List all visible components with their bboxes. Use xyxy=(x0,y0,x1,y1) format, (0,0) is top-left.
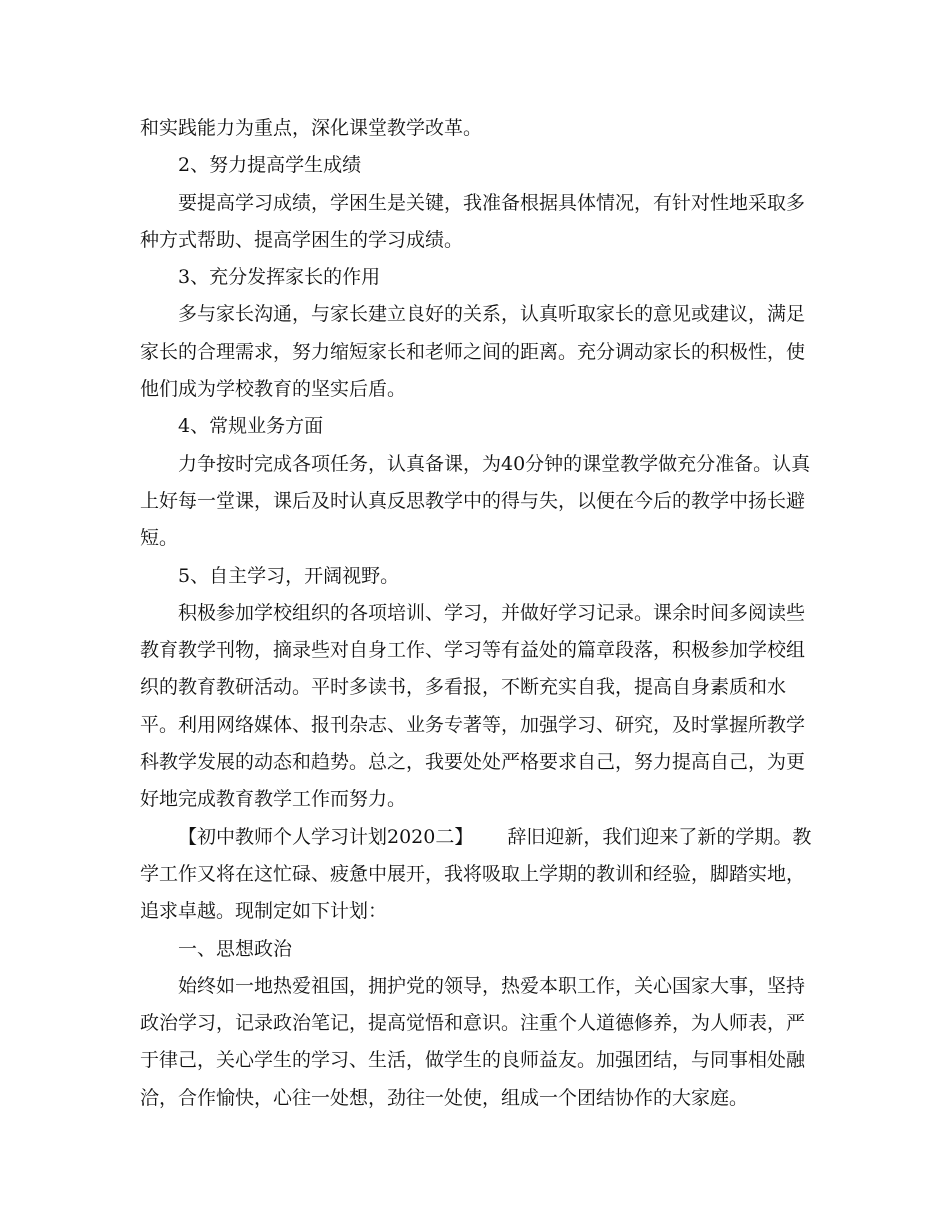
paragraph-plan-two xyxy=(140,819,812,931)
paragraph-continuation: 和实践能力为重点，深化课堂教学改革。 xyxy=(140,117,483,139)
paragraph-routine-work: 力争按时完成各项任务，认真备课，为40分钟的课堂教学做充分准备。认真上好每一堂课，课后及时认真反思教学中的得与失，以便在今后的教学中扬长避短。 xyxy=(140,452,811,550)
section-heading-3: 3、充分发挥家长的作用 xyxy=(178,266,381,289)
paragraph-ideology: 始终如一地热爱祖国，拥护党的领导，热爱本职工作，关心国家大事，坚持政治学习，记录政治笔记，提高觉悟和意识。注重个人道德修养，为人师表，严于律己，关心学生的学习、生活，做学生的良师益友。加强团结，与同事相处融洽，合作愉快，心往一处想，劲往一处使，组成一个团结协作的大家庭。 xyxy=(140,974,806,1109)
paragraph-improve-grades: 要提高学习成绩，学困生是关键，我准备根据具体情况，有针对性地采取多种方式帮助、提高学困生的学习成绩。 xyxy=(140,191,806,251)
plan-two-title: 【初中教师个人学习计划2020二】 xyxy=(178,825,474,848)
paragraph-self-study: 积极参加学校组织的各项培训、学习，并做好学习记录。课余时间多阅读些教育教学刊物，摘录些对自身工作、学习等有益处的篇章段落，积极参加学校组织的教育教研活动。平时多读书，多看报，不断充实自我，提高自身素质和水平。利用网络媒体、报刊杂志、业务专著等，加强学习、研究，及时掌握所教学科教学发展的动态和趋势。总之，我要处处严格要求自己，努力提高自己，为更好地完成教育教学工作而努力。 xyxy=(140,601,806,811)
plan-two-intro: 辞旧迎新，我们迎来了新的学期。教学工作又将在这忙碌、疲惫中展开，我将吸取上学期的教训和经验，脚踏实地，追求卓越。现制定如下计划： xyxy=(140,825,812,923)
section-heading-5: 5、自主学习，开阔视野。 xyxy=(178,564,400,587)
section-heading-2: 2、努力提高学生成绩 xyxy=(178,154,362,177)
paragraph-parents: 多与家长沟通，与家长建立良好的关系，认真听取家长的意见或建议，满足家长的合理需求，努力缩短家长和老师之间的距离。充分调动家长的积极性，使他们成为学校教育的坚实后盾。 xyxy=(140,303,806,401)
document-body xyxy=(140,110,812,1117)
section-heading-4: 4、常规业务方面 xyxy=(178,415,324,438)
section-heading-ideology: 一、思想政治 xyxy=(178,937,293,960)
